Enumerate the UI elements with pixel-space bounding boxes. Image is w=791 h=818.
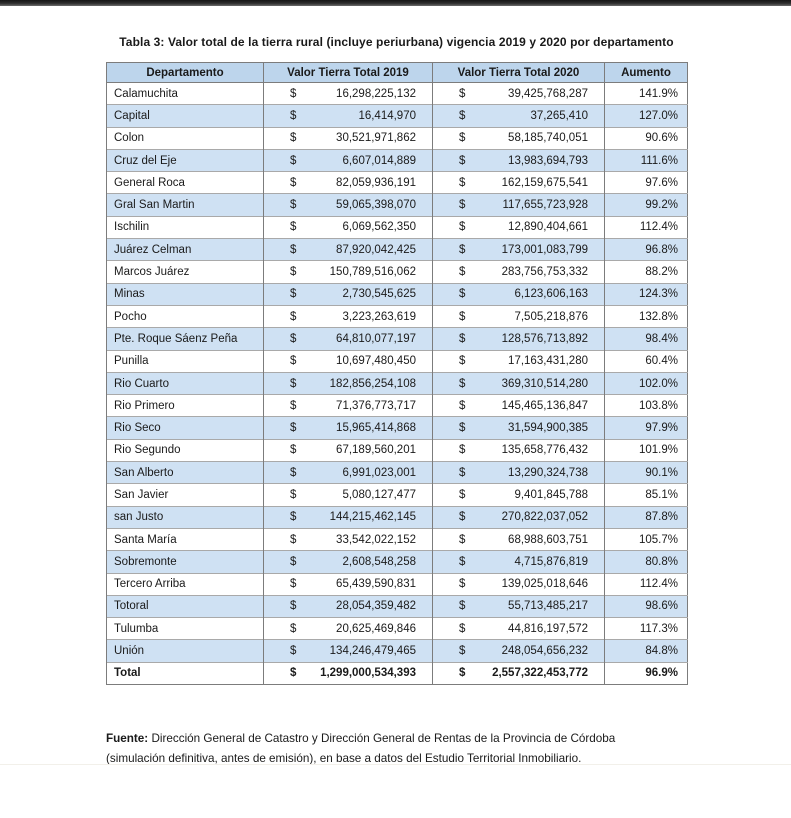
currency-symbol: $ (290, 176, 297, 189)
department-cell: Capital (107, 105, 264, 127)
currency-symbol: $ (459, 243, 466, 256)
table-row (107, 149, 688, 171)
value-2019: 33,542,022,152 (336, 533, 416, 546)
value-2019-cell (264, 305, 433, 327)
aumento-cell: 127.0% (605, 105, 688, 127)
aumento-cell: 97.6% (605, 172, 688, 194)
department-cell: Colon (107, 127, 264, 149)
currency-symbol: $ (459, 667, 466, 680)
department-cell: Punilla (107, 350, 264, 372)
value-2020: 13,983,694,793 (508, 154, 588, 167)
aumento-cell: 112.4% (605, 573, 688, 595)
table-row (107, 350, 688, 372)
table-row (107, 528, 688, 550)
currency-symbol: $ (459, 310, 466, 323)
value-2020-cell (433, 573, 605, 595)
value-2020-cell (433, 372, 605, 394)
source-text-line1: Dirección General de Catastro y Dirección General de Rentas de la Provincia de Córdoba (151, 732, 616, 745)
currency-symbol: $ (290, 645, 297, 658)
currency-symbol: $ (290, 399, 297, 412)
value-2020-cell (433, 395, 605, 417)
currency-symbol: $ (290, 488, 297, 501)
currency-symbol: $ (290, 154, 297, 167)
value-2019-cell (264, 149, 433, 171)
department-cell: Cruz del Eje (107, 149, 264, 171)
total-value-2019-cell (264, 662, 433, 684)
value-2019-cell (264, 618, 433, 640)
table-row (107, 506, 688, 528)
value-2020: 13,290,324,738 (508, 466, 588, 479)
value-2020: 7,505,218,876 (514, 310, 588, 323)
value-2019: 87,920,042,425 (336, 243, 416, 256)
currency-symbol: $ (290, 600, 297, 613)
currency-symbol: $ (290, 466, 297, 479)
value-2020: 17,163,431,280 (508, 355, 588, 368)
table-row (107, 417, 688, 439)
currency-symbol: $ (290, 555, 297, 568)
value-2019: 15,965,414,868 (336, 422, 416, 435)
currency-symbol: $ (290, 87, 297, 100)
department-cell: San Alberto (107, 462, 264, 484)
currency-symbol: $ (459, 622, 466, 635)
currency-symbol: $ (459, 355, 466, 368)
value-2019: 59,065,398,070 (336, 199, 416, 212)
value-2020: 9,401,845,788 (514, 488, 588, 501)
total-aumento-cell: 96.9% (605, 662, 688, 684)
table-row (107, 328, 688, 350)
value-2019: 20,625,469,846 (336, 622, 416, 635)
table-row (107, 640, 688, 662)
table-row (107, 573, 688, 595)
page-title: Tabla 3: Valor total de la tierra rural (incluye periurbana) vigencia 2019 y 2020 por departamento (119, 35, 674, 49)
department-cell: Totoral (107, 595, 264, 617)
department-cell: Sobremonte (107, 551, 264, 573)
window-top-bar (0, 0, 791, 6)
currency-symbol: $ (290, 332, 297, 345)
value-2020: 369,310,514,280 (501, 377, 588, 390)
table-row (107, 172, 688, 194)
department-cell: Marcos Juárez (107, 261, 264, 283)
table-row (107, 216, 688, 238)
currency-symbol: $ (459, 645, 466, 658)
currency-symbol: $ (459, 266, 466, 279)
value-2020-cell (433, 595, 605, 617)
aumento-cell: 88.2% (605, 261, 688, 283)
value-2020-cell (433, 506, 605, 528)
value-2020-cell (433, 484, 605, 506)
total-value-2019: 1,299,000,534,393 (320, 667, 416, 680)
department-cell: san Justo (107, 506, 264, 528)
value-2019-cell (264, 83, 433, 105)
value-2020-cell (433, 261, 605, 283)
value-2020-cell (433, 172, 605, 194)
aumento-cell: 90.6% (605, 127, 688, 149)
currency-symbol: $ (290, 199, 297, 212)
value-2020-cell (433, 350, 605, 372)
aumento-cell: 102.0% (605, 372, 688, 394)
value-2019: 150,789,516,062 (329, 266, 416, 279)
value-2020: 162,159,675,541 (501, 176, 588, 189)
value-2019-cell (264, 239, 433, 261)
table-row (107, 595, 688, 617)
table-row (107, 261, 688, 283)
value-2019: 64,810,077,197 (336, 332, 416, 345)
currency-symbol: $ (459, 199, 466, 212)
value-2019: 71,376,773,717 (336, 399, 416, 412)
value-2020: 37,265,410 (530, 109, 588, 122)
value-2019-cell (264, 528, 433, 550)
department-cell: Calamuchita (107, 83, 264, 105)
value-2019-cell (264, 439, 433, 461)
value-2020-cell (433, 194, 605, 216)
aumento-cell: 90.1% (605, 462, 688, 484)
value-2019-cell (264, 283, 433, 305)
value-2020: 68,988,603,751 (508, 533, 588, 546)
source-note (106, 729, 684, 768)
table-body (107, 83, 688, 663)
currency-symbol: $ (290, 243, 297, 256)
value-2019-cell (264, 261, 433, 283)
currency-symbol: $ (459, 511, 466, 524)
value-2020: 55,713,485,217 (508, 600, 588, 613)
land-value-table (106, 62, 688, 685)
value-2019-cell (264, 372, 433, 394)
department-cell: Juárez Celman (107, 239, 264, 261)
currency-symbol: $ (459, 109, 466, 122)
department-cell: Gral San Martin (107, 194, 264, 216)
value-2020: 145,465,136,847 (501, 399, 588, 412)
currency-symbol: $ (290, 266, 297, 279)
value-2020: 39,425,768,287 (508, 87, 588, 100)
value-2020-cell (433, 216, 605, 238)
total-value-2020: 2,557,322,453,772 (492, 667, 588, 680)
currency-symbol: $ (459, 87, 466, 100)
currency-symbol: $ (459, 288, 466, 301)
value-2019-cell (264, 417, 433, 439)
currency-symbol: $ (459, 533, 466, 546)
aumento-cell: 96.8% (605, 239, 688, 261)
currency-symbol: $ (459, 444, 466, 457)
table-row (107, 239, 688, 261)
source-label: Fuente: (106, 732, 149, 745)
value-2019-cell (264, 551, 433, 573)
aumento-cell: 85.1% (605, 484, 688, 506)
department-cell: Santa María (107, 528, 264, 550)
value-2019-cell (264, 640, 433, 662)
currency-symbol: $ (290, 355, 297, 368)
aumento-cell: 141.9% (605, 83, 688, 105)
value-2020-cell (433, 551, 605, 573)
value-2019-cell (264, 395, 433, 417)
value-2019-cell (264, 462, 433, 484)
value-2020: 58,185,740,051 (508, 132, 588, 145)
aumento-cell: 112.4% (605, 216, 688, 238)
department-cell: Rio Cuarto (107, 372, 264, 394)
currency-symbol: $ (290, 667, 297, 680)
value-2019-cell (264, 573, 433, 595)
source-text-line2: (simulación definitiva, antes de emisión), en base a datos del Estudio Territorial Inmobiliario. (106, 751, 582, 765)
value-2019: 2,730,545,625 (342, 288, 416, 301)
total-label-cell: Total (107, 662, 264, 684)
column-header-valor-2020: Valor Tierra Total 2020 (433, 63, 605, 83)
value-2020-cell (433, 305, 605, 327)
value-2019-cell (264, 595, 433, 617)
department-cell: Rio Seco (107, 417, 264, 439)
value-2019: 67,189,560,201 (336, 444, 416, 457)
value-2020-cell (433, 105, 605, 127)
table-row (107, 283, 688, 305)
aumento-cell: 98.4% (605, 328, 688, 350)
value-2020-cell (433, 283, 605, 305)
value-2019-cell (264, 484, 433, 506)
table-row (107, 83, 688, 105)
value-2020-cell (433, 149, 605, 171)
column-header-departamento: Departamento (107, 63, 264, 83)
currency-symbol: $ (459, 399, 466, 412)
value-2020: 12,890,404,661 (508, 221, 588, 234)
value-2019-cell (264, 194, 433, 216)
value-2020-cell (433, 640, 605, 662)
value-2019: 65,439,590,831 (336, 578, 416, 591)
value-2020-cell (433, 618, 605, 640)
aumento-cell: 60.4% (605, 350, 688, 372)
value-2019: 30,521,971,862 (336, 132, 416, 145)
currency-symbol: $ (459, 176, 466, 189)
value-2020-cell (433, 328, 605, 350)
currency-symbol: $ (290, 511, 297, 524)
department-cell: Ischilin (107, 216, 264, 238)
value-2020: 248,054,656,232 (501, 645, 588, 658)
table-row (107, 618, 688, 640)
total-value-2020-cell (433, 662, 605, 684)
currency-symbol: $ (290, 622, 297, 635)
currency-symbol: $ (459, 154, 466, 167)
value-2020-cell (433, 462, 605, 484)
value-2019-cell (264, 350, 433, 372)
table-row (107, 395, 688, 417)
value-2020-cell (433, 528, 605, 550)
currency-symbol: $ (290, 578, 297, 591)
aumento-cell: 101.9% (605, 439, 688, 461)
currency-symbol: $ (459, 132, 466, 145)
value-2020: 283,756,753,332 (501, 266, 588, 279)
department-cell: San Javier (107, 484, 264, 506)
value-2020: 139,025,018,646 (501, 578, 588, 591)
value-2019: 144,215,462,145 (329, 511, 416, 524)
aumento-cell: 111.6% (605, 149, 688, 171)
currency-symbol: $ (290, 444, 297, 457)
value-2019-cell (264, 216, 433, 238)
total-row (107, 662, 688, 684)
value-2019-cell (264, 127, 433, 149)
department-cell: Minas (107, 283, 264, 305)
value-2019-cell (264, 328, 433, 350)
value-2020: 117,655,723,928 (502, 199, 588, 212)
value-2019: 10,697,480,450 (336, 355, 416, 368)
aumento-cell: 103.8% (605, 395, 688, 417)
aumento-cell: 97.9% (605, 417, 688, 439)
value-2020: 135,658,776,432 (501, 444, 588, 457)
department-cell: Pte. Roque Sáenz Peña (107, 328, 264, 350)
aumento-cell: 124.3% (605, 283, 688, 305)
department-cell: Pocho (107, 305, 264, 327)
value-2020: 173,001,083,799 (501, 243, 588, 256)
value-2019: 6,069,562,350 (342, 221, 416, 234)
value-2020-cell (433, 83, 605, 105)
value-2019: 16,298,225,132 (336, 87, 416, 100)
department-cell: Rio Primero (107, 395, 264, 417)
currency-symbol: $ (290, 288, 297, 301)
value-2019: 182,856,254,108 (329, 377, 416, 390)
table-row (107, 194, 688, 216)
value-2020: 31,594,900,385 (508, 422, 588, 435)
currency-symbol: $ (290, 533, 297, 546)
table-row (107, 484, 688, 506)
value-2020: 270,822,037,052 (501, 511, 588, 524)
currency-symbol: $ (459, 555, 466, 568)
value-2020: 128,576,713,892 (501, 332, 588, 345)
value-2020: 44,816,197,572 (508, 622, 588, 635)
currency-symbol: $ (290, 109, 297, 122)
department-cell: Tercero Arriba (107, 573, 264, 595)
currency-symbol: $ (459, 578, 466, 591)
aumento-cell: 105.7% (605, 528, 688, 550)
aumento-cell: 117.3% (605, 618, 688, 640)
value-2019: 6,991,023,001 (342, 466, 416, 479)
aumento-cell: 84.8% (605, 640, 688, 662)
page-bottom-edge (0, 764, 791, 765)
value-2019-cell (264, 506, 433, 528)
currency-symbol: $ (459, 488, 466, 501)
currency-symbol: $ (290, 221, 297, 234)
department-cell: Unión (107, 640, 264, 662)
value-2019-cell (264, 105, 433, 127)
table-row (107, 105, 688, 127)
value-2019: 16,414,970 (358, 109, 416, 122)
value-2020-cell (433, 439, 605, 461)
value-2020-cell (433, 417, 605, 439)
column-header-aumento: Aumento (605, 63, 688, 83)
aumento-cell: 98.6% (605, 595, 688, 617)
value-2019: 5,080,127,477 (342, 488, 416, 501)
department-cell: General Roca (107, 172, 264, 194)
aumento-cell: 132.8% (605, 305, 688, 327)
currency-symbol: $ (290, 310, 297, 323)
currency-symbol: $ (290, 377, 297, 390)
currency-symbol: $ (290, 132, 297, 145)
column-header-valor-2019: Valor Tierra Total 2019 (264, 63, 433, 83)
currency-symbol: $ (459, 600, 466, 613)
currency-symbol: $ (459, 377, 466, 390)
value-2019: 28,054,359,482 (336, 600, 416, 613)
value-2020: 6,123,606,163 (514, 288, 588, 301)
table-row (107, 462, 688, 484)
value-2020-cell (433, 239, 605, 261)
value-2020: 4,715,876,819 (514, 555, 588, 568)
aumento-cell: 87.8% (605, 506, 688, 528)
value-2020-cell (433, 127, 605, 149)
value-2019: 2,608,548,258 (342, 555, 416, 568)
value-2019: 82,059,936,191 (336, 176, 416, 189)
value-2019-cell (264, 172, 433, 194)
table-row (107, 372, 688, 394)
department-cell: Tulumba (107, 618, 264, 640)
aumento-cell: 80.8% (605, 551, 688, 573)
currency-symbol: $ (459, 422, 466, 435)
table-row (107, 551, 688, 573)
value-2019: 3,223,263,619 (342, 310, 416, 323)
table-row (107, 305, 688, 327)
table-row (107, 439, 688, 461)
department-cell: Rio Segundo (107, 439, 264, 461)
value-2019: 134,246,479,465 (329, 645, 416, 658)
currency-symbol: $ (459, 466, 466, 479)
currency-symbol: $ (290, 422, 297, 435)
currency-symbol: $ (459, 332, 466, 345)
table-row (107, 127, 688, 149)
aumento-cell: 99.2% (605, 194, 688, 216)
table-header-row (107, 63, 688, 83)
currency-symbol: $ (459, 221, 466, 234)
value-2019: 6,607,014,889 (342, 154, 416, 167)
